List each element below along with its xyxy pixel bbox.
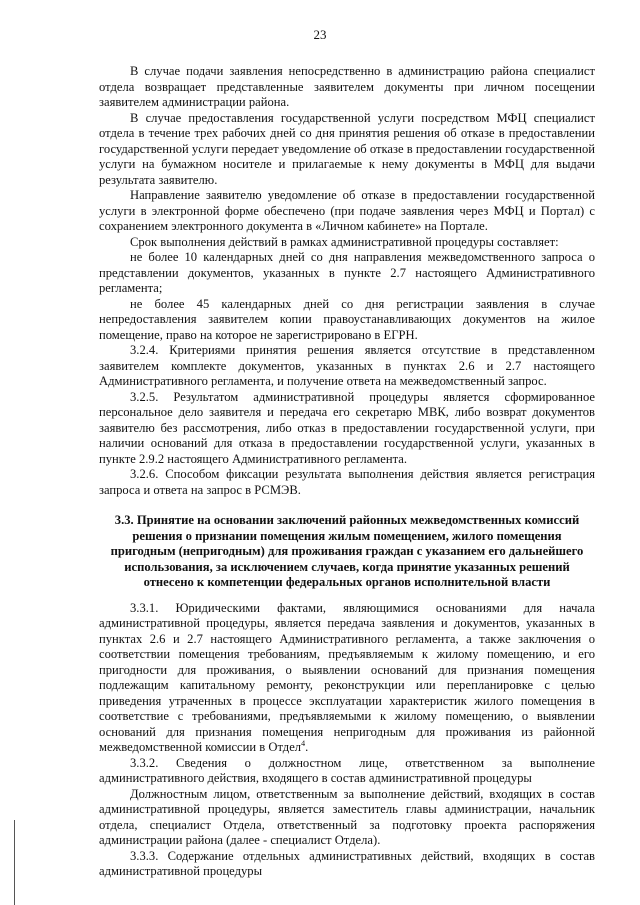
paragraph-3-3-1-tail: . <box>305 740 309 754</box>
paragraph-3-2-6: 3.2.6. Способом фиксации результата выполнения действия является регистрация запроса и ответа на запрос в РСМЭВ. <box>99 467 595 497</box>
paragraph-responsible-official: Должностным лицом, ответственным за выполнение действий, входящих в состав административной процедуры, является заместитель главы администрации, начальник отдела, специалист Отдела, ответственный за подготовку проекта распоряжения администрации района (далее - специалист Отдела). <box>99 786 595 847</box>
section-heading-3-3: 3.3. Принятие на основании заключений районных межведомственных комиссий решения о признании помещения жилым помещением, жилого помещения пригодным (непригодным) для проживания граждан с указанием его дальнейшего использования, за исключением случаев, когда принятие указанных решений отнесено к компетенции федеральных органов исполнительной власти <box>110 513 584 589</box>
scan-edge-line <box>14 820 15 905</box>
paragraph-3-3-1 <box>99 601 595 756</box>
document-body <box>99 64 595 880</box>
paragraph-3-3-1-text: 3.3.1. Юридическими фактами, являющимися основаниями для начала административной процедуры, является передача заявления и документов, указанных в пунктах 2.6 и 2.7 настоящего Административного регламента, а также заключения о соответствии помещения требованиям, предъявляемым к жилому помещению, и его пригодности для проживания, о выявлении оснований для признания помещения подлежащим капитальному ремонту, реконструкции или перепланировке с целью приведения утраченных в процессе эксплуатации характеристик жилого помещения в соответствие с требованиями, предъявляемыми к жилому помещению, о выявлении оснований для признания помещения непригодным для проживания из районной межведомственной комиссии в Отдел <box>99 600 595 754</box>
paragraph-deadline-intro: Срок выполнения действий в рамках административной процедуры составляет: <box>130 234 559 249</box>
paragraph-deadline-45-days: не более 45 календарных дней со дня регистрации заявления в случае непредоставления заявителем копии правоустанавливающих документов на жилое помещение, право на которое не зарегистрировано в ЕГРН. <box>99 296 595 342</box>
paragraph-return-documents: В случае подачи заявления непосредственно в администрацию района специалист отдела возвращает представленные заявителем документы при личном посещении заявителем администрации района. <box>99 64 595 109</box>
paragraph-mfc-refusal: В случае предоставления государственной услуги посредством МФЦ специалист отдела в течение трех рабочих дней со дня принятия решения об отказе в предоставлении государственной услуги передает уведомление об отказе в предоставлении государственной услуги на бумажном носителе и прилагаемые к нему документы в МФЦ для выдачи результата заявителю. <box>99 110 595 187</box>
paragraph-3-3-3: 3.3.3. Содержание отдельных административных действий, входящих в состав административной процедуры <box>99 848 595 878</box>
footnote-reference: 4 <box>301 738 306 748</box>
paragraph-electronic-notice: Направление заявителю уведомление об отказе в предоставлении государственной услуги в электронной форме обеспечено (при подаче заявления через МФЦ и Портал) с сохранением электронного документа в «Личном кабинете» на Портале. <box>99 188 595 233</box>
paragraph-deadline-10-days: не более 10 календарных дней со дня направления межведомственного запроса о представлении документов, указанных в пункте 2.7 настоящего Административного регламента; <box>99 250 595 295</box>
paragraph-3-2-4: 3.2.4. Критериями принятия решения является отсутствие в представленном заявителем комплекте документов, указанных в пунктах 2.6 и 2.7 настоящего Административного регламента, и получение ответа на межведомственный запрос. <box>99 343 595 388</box>
page-number: 23 <box>313 27 327 42</box>
paragraph-3-2-5: 3.2.5. Результатом административной процедуры является сформированное персональное дело заявителя и передача его секретарю МВК, либо возврат документов заявителю без рассмотрения, либо отказ в предоставлении государственной услуги, при наличии оснований для отказа в предоставлении государственной услуги, указанных в пункте 2.9.2 настоящего Административного регламента. <box>99 389 595 466</box>
paragraph-3-3-2: 3.3.2. Сведения о должностном лице, ответственном за выполнение административного действия, входящего в состав административной процедуры <box>99 755 595 785</box>
